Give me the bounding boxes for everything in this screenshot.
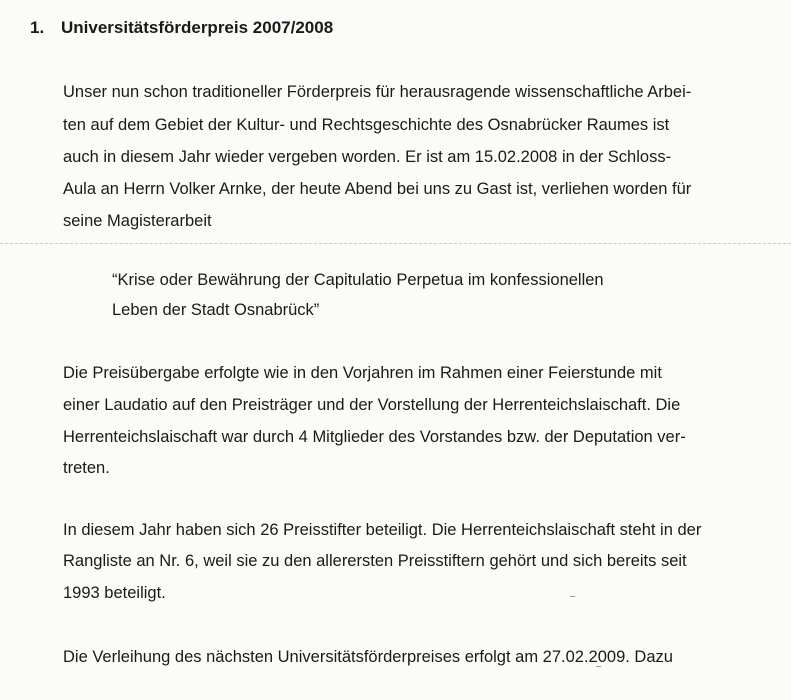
section-number: 1. bbox=[30, 18, 45, 37]
section-heading bbox=[30, 18, 333, 38]
paragraph2-line: einer Laudatio auf den Preisträger und der Vorstellung der Herrenteichslaischaft. Die bbox=[63, 396, 681, 414]
paragraph1-line: Aula an Herrn Volker Arnke, der heute Abend bei uns zu Gast ist, verliehen worden für bbox=[63, 180, 692, 198]
scan-fold-line bbox=[0, 243, 791, 244]
paragraph3-line: In diesem Jahr haben sich 26 Preisstifter beteiligt. Die Herrenteichslaischaft steht in der bbox=[63, 521, 702, 539]
paragraph2-line: Herrenteichslaischaft war durch 4 Mitglieder des Vorstandes bzw. der Deputation ver- bbox=[63, 428, 686, 446]
scan-speck bbox=[570, 596, 575, 597]
paragraph1-line: seine Magisterarbeit bbox=[63, 212, 212, 230]
paragraph1-line: ten auf dem Gebiet der Kultur- und Rechtsgeschichte des Osnabrücker Raumes ist bbox=[63, 116, 670, 134]
thesis-title-line: “Krise oder Bewährung der Capitulatio Perpetua im konfessionellen bbox=[112, 271, 604, 289]
paragraph1-line: Unser nun schon traditioneller Förderpreis für herausragende wissenschaftliche Arbei- bbox=[63, 83, 692, 101]
paragraph3-line: Rangliste an Nr. 6, weil sie zu den allerersten Preisstiftern gehört und sich bereits seit bbox=[63, 552, 687, 570]
paragraph4-line: Die Verleihung des nächsten Universitätsförderpreises erfolgt am 27.02.2009. Dazu bbox=[63, 648, 673, 666]
paragraph2-line: Die Preisübergabe erfolgte wie in den Vorjahren im Rahmen einer Feierstunde mit bbox=[63, 364, 662, 382]
paragraph2-line: treten. bbox=[63, 459, 110, 477]
scan-speck bbox=[596, 666, 601, 667]
section-title: Universitätsförderpreis 2007/2008 bbox=[61, 18, 334, 37]
paragraph3-line: 1993 beteiligt. bbox=[63, 584, 166, 602]
paragraph1-line: auch in diesem Jahr wieder vergeben worden. Er ist am 15.02.2008 in der Schloss- bbox=[63, 148, 672, 166]
thesis-title-line: Leben der Stadt Osnabrück” bbox=[112, 301, 320, 319]
